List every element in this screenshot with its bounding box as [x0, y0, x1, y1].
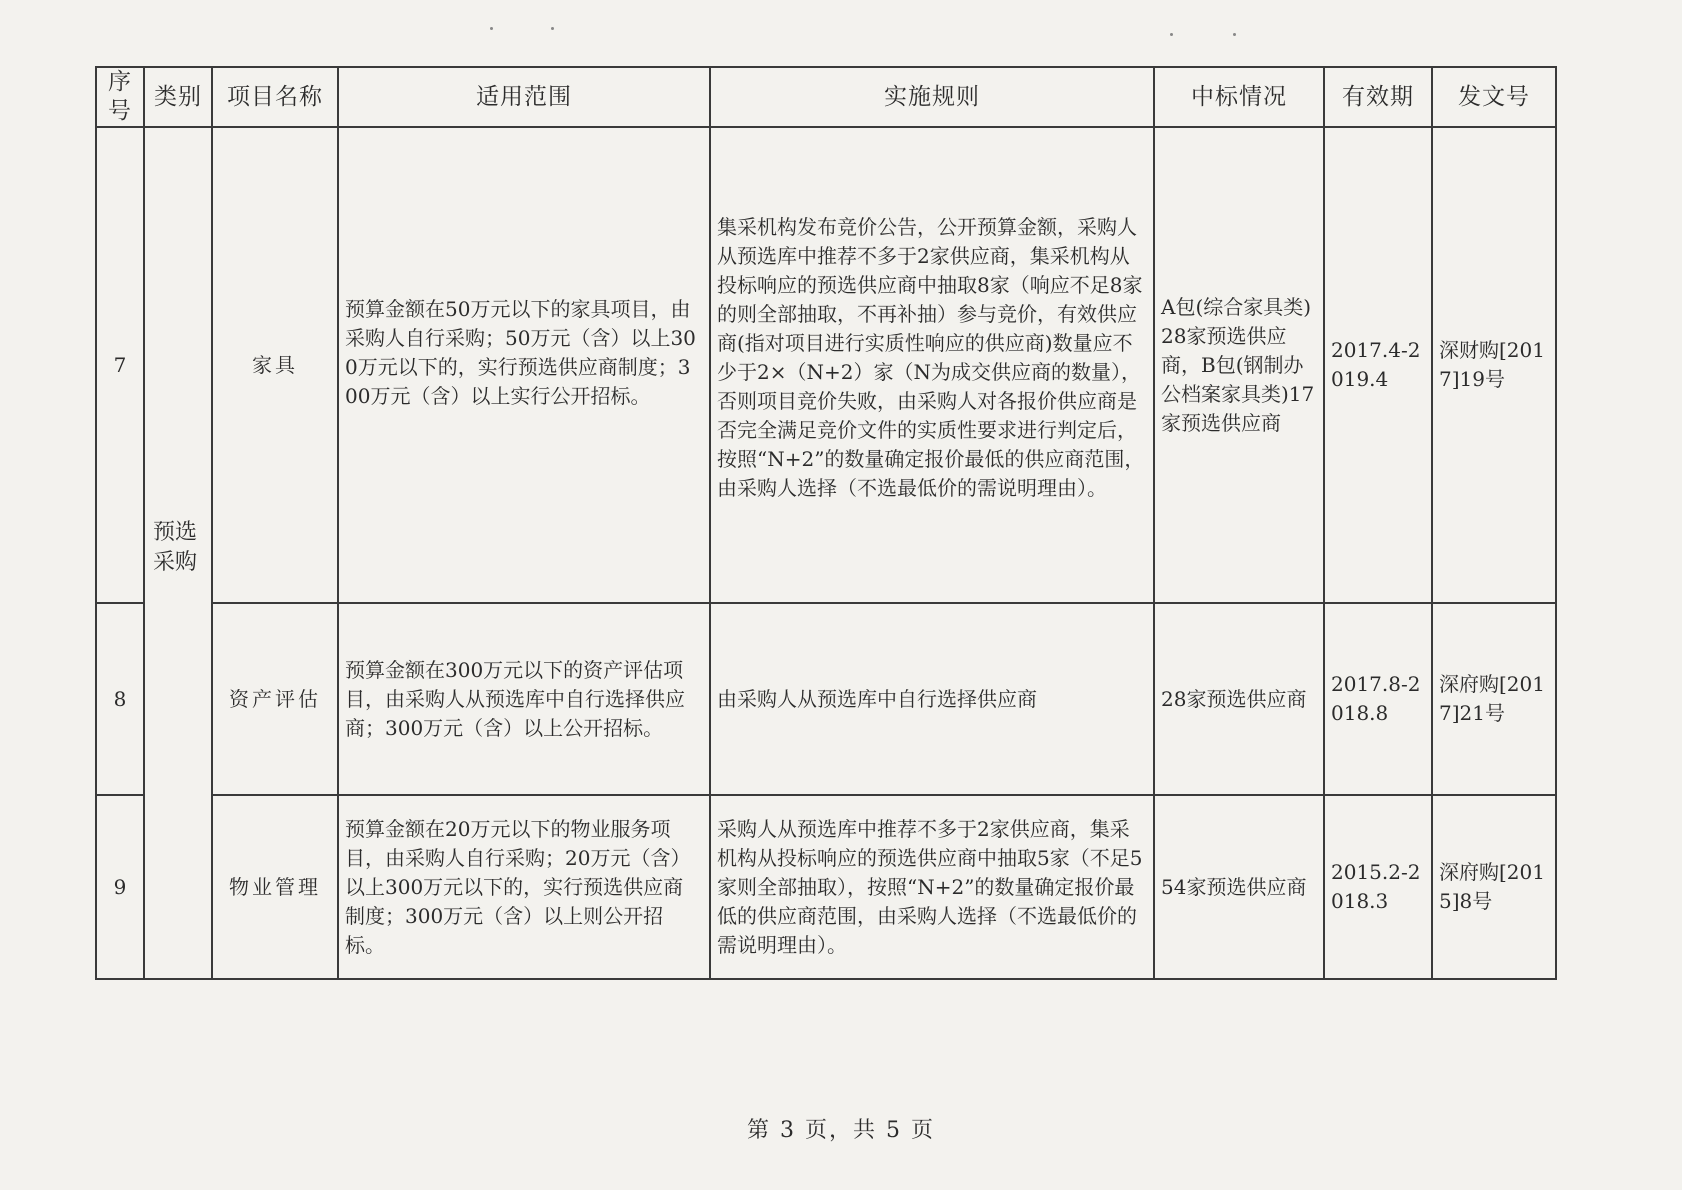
- scan-speck: [490, 27, 493, 30]
- header-rules: 实施规则: [710, 67, 1154, 127]
- cell-period: 2017.4-2019.4: [1324, 127, 1432, 603]
- header-doc-no: 发文号: [1432, 67, 1556, 127]
- cell-no: 8: [96, 603, 144, 795]
- cell-rule: 采购人从预选库中推荐不多于2家供应商，集采机构从投标响应的预选供应商中抽取5家（不足5家则全部抽取），按照“N+2”的数量确定报价最低的供应商范围，由采购人选择（不选最低价的需说明理由）。: [710, 795, 1154, 979]
- cell-project-name: 家具: [212, 127, 338, 603]
- cell-scope: 预算金额在50万元以下的家具项目，由采购人自行采购；50万元（含）以上300万元以下的，实行预选供应商制度；300万元（含）以上实行公开招标。: [338, 127, 710, 603]
- header-no: 序号: [96, 67, 144, 127]
- header-scope: 适用范围: [338, 67, 710, 127]
- scan-speck: [1233, 33, 1236, 36]
- scan-speck: [551, 27, 554, 30]
- header-period: 有效期: [1324, 67, 1432, 127]
- table-row: [96, 603, 1556, 795]
- cell-scope: 预算金额在20万元以下的物业服务项目，由采购人自行采购；20万元（含）以上300万元以下的，实行预选供应商制度；300万元（含）以上则公开招标。: [338, 795, 710, 979]
- scan-speck: [1170, 33, 1173, 36]
- cell-result: A包(综合家具类)28家预选供应商，B包(钢制办公档案家具类)17家预选供应商: [1154, 127, 1324, 603]
- header-result: 中标情况: [1154, 67, 1324, 127]
- cell-result: 54家预选供应商: [1154, 795, 1324, 979]
- category-label: 预选采购: [153, 520, 198, 575]
- table-row: [96, 795, 1556, 979]
- cell-result: 28家预选供应商: [1154, 603, 1324, 795]
- cell-category: [144, 127, 212, 979]
- cell-rule: 集采机构发布竞价公告，公开预算金额，采购人从预选库中推荐不多于2家供应商，集采机构从投标响应的预选供应商中抽取8家（响应不足8家的则全部抽取，不再补抽）参与竞价，有效供应商(指对项目进行实质性响应的供应商)数量应不少于2×（N+2）家（N为成交供应商的数量），否则项目竞价失败，由采购人对各报价供应商是否完全满足竞价文件的实质性要求进行判定后，按照“N+2”的数量确定报价最低的供应商范围，由采购人选择（不选最低价的需说明理由）。: [710, 127, 1154, 603]
- cell-project-name: 物业管理: [212, 795, 338, 979]
- table-header-row: [96, 67, 1556, 127]
- cell-doc-no: 深财购[2017]19号: [1432, 127, 1556, 603]
- cell-period: 2017.8-2018.8: [1324, 603, 1432, 795]
- page-footer: 第 3 页，共 5 页: [747, 1118, 935, 1143]
- cell-period: 2015.2-2018.3: [1324, 795, 1432, 979]
- cell-no: 9: [96, 795, 144, 979]
- procurement-table: [95, 66, 1557, 980]
- table-row: [96, 127, 1556, 603]
- header-category: 类别: [144, 67, 212, 127]
- cell-project-name: 资产评估: [212, 603, 338, 795]
- cell-rule: 由采购人从预选库中自行选择供应商: [710, 603, 1154, 795]
- cell-no: 7: [96, 127, 144, 603]
- header-project-name: 项目名称: [212, 67, 338, 127]
- cell-scope: 预算金额在300万元以下的资产评估项目，由采购人从预选库中自行选择供应商；300万元（含）以上公开招标。: [338, 603, 710, 795]
- cell-doc-no: 深府购[2015]8号: [1432, 795, 1556, 979]
- cell-doc-no: 深府购[2017]21号: [1432, 603, 1556, 795]
